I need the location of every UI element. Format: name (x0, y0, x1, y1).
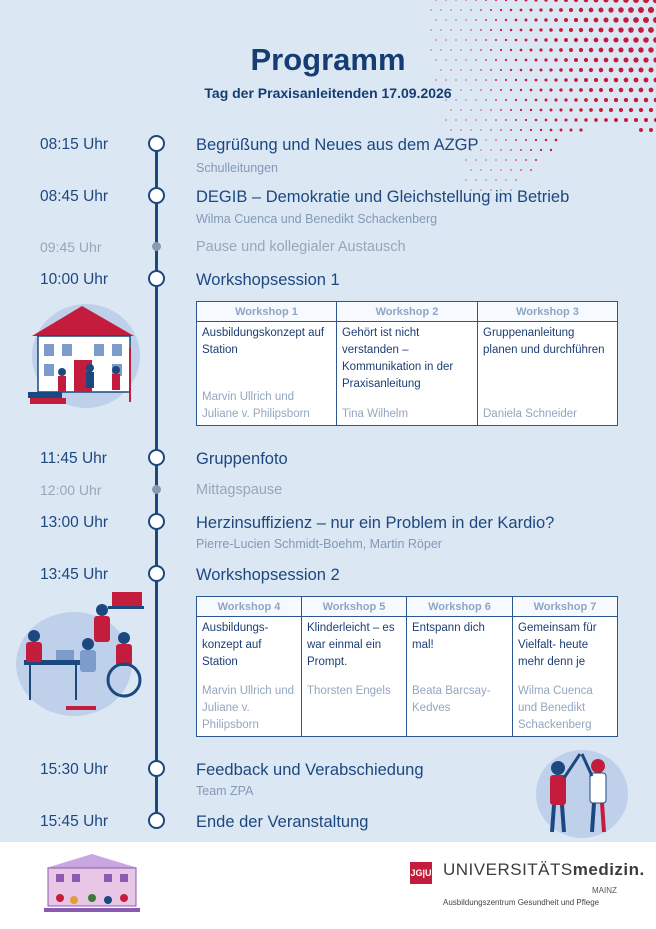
workshop-header: Workshop 5 (302, 597, 407, 617)
workshop-speaker: Marvin Ullrich und Juliane v. Philipsborn (202, 391, 310, 420)
school-building-illustration (22, 298, 142, 414)
event-title-end: Ende der Veranstaltung (196, 813, 369, 831)
dot-pattern-decoration (406, 0, 656, 215)
workshop-header: Workshop 2 (337, 302, 478, 322)
event-title-heart: Herzinsuffizienz – nur ein Problem in der Kardio? (196, 514, 555, 532)
timeline-node (148, 513, 165, 530)
workshop-topic: Ausbildungs-konzept auf Station (202, 622, 269, 668)
timeline-node (148, 135, 165, 152)
page-subtitle: Tag der Praxisanleitenden 17.09.2026 (204, 85, 452, 101)
logo-subline: Ausbildungszentrum Gesundheit und Pflege (443, 898, 600, 907)
universitaetsmedizin-logo (443, 860, 645, 880)
workshop-header: Workshop 4 (197, 597, 302, 617)
workshop-topic: Gemeinsam für Vielfalt- heute mehr denn je (518, 622, 597, 668)
workshop-cell (302, 617, 407, 737)
workshop-cell (337, 322, 478, 426)
workshop-speaker: Marvin Ullrich und Juliane v. Philipsborn (202, 685, 295, 731)
workshop-cell (197, 617, 302, 737)
workshop-header: Workshop 7 (513, 597, 618, 617)
workshop-topic: Gruppenanleitung planen und durchführen (483, 327, 605, 356)
event-title-feedback: Feedback und Verabschiedung (196, 761, 424, 779)
workshop-speaker: Thorsten Engels (307, 685, 391, 697)
event-title-break: Pause und kollegialer Austausch (196, 239, 406, 255)
workshop-speaker: Wilma Cuenca und Benedikt Schackenberg (518, 685, 593, 731)
page-title: Programm (250, 42, 406, 77)
workshop-topic: Gehört ist nicht verstanden – Kommunikation in der Praxisanleitung (342, 327, 454, 390)
event-title-groupphoto: Gruppenfoto (196, 450, 288, 468)
time-1545: 15:45 Uhr (40, 813, 109, 830)
timeline-node (148, 187, 165, 204)
event-title-session2: Workshopsession 2 (196, 566, 340, 584)
workshop-header: Workshop 6 (407, 597, 513, 617)
event-speaker-heart: Pierre-Lucien Schmidt-Boehm, Martin Röper (196, 537, 442, 551)
time-0845: 08:45 Uhr (40, 188, 109, 205)
logo-bold: medizin. (572, 860, 645, 879)
workshop-speaker: Daniela Schneider (483, 408, 577, 420)
event-speaker-feedback: Team ZPA (196, 784, 254, 798)
workshop-cell (513, 617, 618, 737)
workshop-cell (197, 322, 337, 426)
workshop-speaker: Beata Barcsay-Kedves (412, 685, 491, 714)
workshop-topic: Klinderleicht – es war einmal ein Prompt. (307, 622, 395, 668)
event-title-welcome: Begrüßung und Neues aus dem AZGP (196, 136, 479, 154)
event-title-session1: Workshopsession 1 (196, 271, 340, 289)
event-speaker-degib: Wilma Cuenca und Benedikt Schackenberg (196, 212, 438, 226)
high-five-illustration (530, 744, 630, 842)
timeline-node (148, 449, 165, 466)
timeline-dot (152, 485, 161, 494)
team-meeting-illustration (12, 588, 146, 720)
time-1300: 13:00 Uhr (40, 514, 109, 531)
workshop-topic: Ausbildungskonzept auf Station (202, 327, 325, 356)
time-1200: 12:00 Uhr (40, 482, 102, 498)
logo-prefix: UNIVERSITÄTS (443, 860, 573, 879)
event-title-degib: DEGIB – Demokratie und Gleichstellung im Betrieb (196, 188, 570, 206)
workshop-header: Workshop 3 (478, 302, 618, 322)
jgu-logo-mark: JG|U (410, 862, 432, 884)
workshop-speaker: Tina Wilhelm (342, 408, 409, 420)
workshop-cell (407, 617, 513, 737)
logo-city: MAINZ (592, 886, 617, 895)
workshop-topic: Entspann dich mal! (412, 622, 485, 651)
workshop-table-session2 (196, 596, 618, 737)
workshop-header: Workshop 1 (197, 302, 337, 322)
workshop-table-session1 (196, 301, 618, 426)
building-people-illustration (40, 852, 144, 916)
timeline-node (148, 760, 165, 777)
workshop-cell (478, 322, 618, 426)
timeline-dot (152, 242, 161, 251)
time-1345: 13:45 Uhr (40, 566, 109, 583)
time-1530: 15:30 Uhr (40, 761, 109, 778)
event-title-lunch: Mittagspause (196, 482, 283, 498)
timeline-node (148, 812, 165, 829)
time-0945: 09:45 Uhr (40, 239, 102, 255)
time-1000: 10:00 Uhr (40, 271, 109, 288)
timeline-node (148, 270, 165, 287)
time-1145: 11:45 Uhr (40, 450, 107, 467)
time-0815: 08:15 Uhr (40, 136, 109, 153)
timeline-node (148, 565, 165, 582)
event-speaker-welcome: Schulleitungen (196, 161, 279, 175)
